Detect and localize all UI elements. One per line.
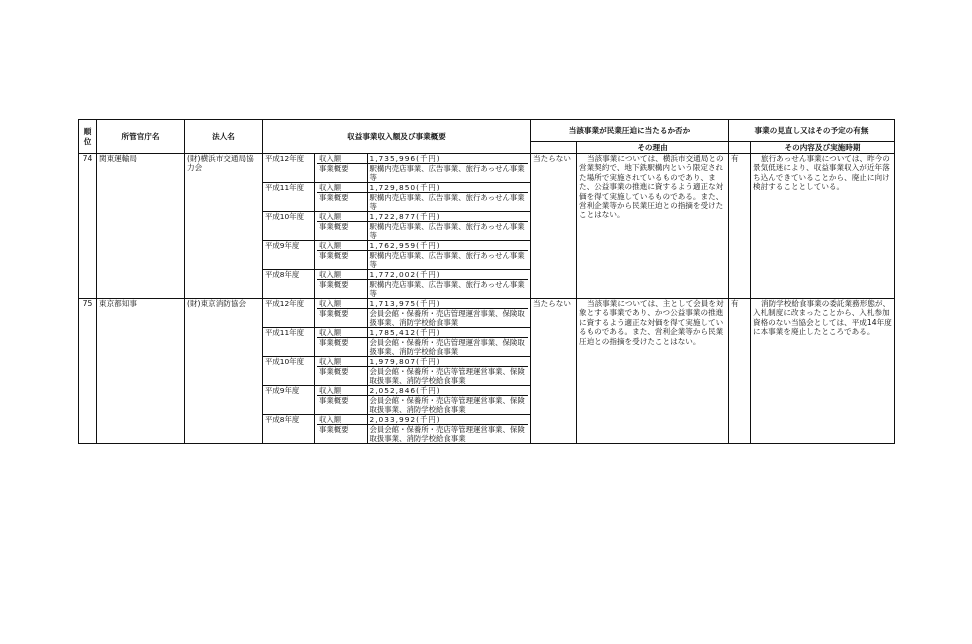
summary-label: 事業概要 (317, 164, 367, 183)
revenue-business-table (78, 119, 895, 444)
header-corporation: 法人名 (185, 120, 263, 154)
reason-cell: 当該事業については、横浜市交通局との営業契約で、地下鉄駅構内という限定された場所で実施されているものであり、また、公益事業の推進に資するよう適正な対価を得て実施しているものである。また、営利企業等から民業圧迫との指摘を受けたことはない。 (577, 154, 729, 299)
summary-value: 会員会館・保養所・売店管理運営事業、保険取扱事業、消防学校給食事業 (367, 309, 528, 328)
income-label: 収入額 (317, 241, 367, 251)
income-value: 1,785,412(千円) (367, 328, 528, 338)
income-label: 収入額 (317, 183, 367, 193)
summary-label: 事業概要 (317, 193, 367, 212)
year-detail (315, 241, 531, 270)
pressure-cell: 当たらない (531, 154, 577, 299)
year-cell: 平成11年度 (263, 328, 315, 357)
summary-label: 事業概要 (317, 338, 367, 357)
header-review-blank (729, 142, 751, 154)
header-private-reason: その理由 (577, 142, 729, 154)
review-cell: 有 (729, 154, 751, 299)
ministry-cell: 東京都知事 (97, 299, 185, 444)
header-private-pressure: 当該事業が民業圧迫に当たるか否か (531, 120, 729, 142)
year-detail (315, 386, 531, 415)
summary-label: 事業概要 (317, 425, 367, 444)
income-value: 1,762,959(千円) (367, 241, 528, 251)
pressure-cell: 当たらない (531, 299, 577, 444)
income-label: 収入額 (317, 299, 367, 309)
summary-value: 会員会館・保養所・売店等管理運営事業、保険取扱事業、消防学校給食事業 (367, 425, 528, 444)
income-label: 収入額 (317, 386, 367, 396)
summary-value: 駅構内売店事業、広告事業、旅行あっせん事業等 (367, 164, 528, 183)
summary-label: 事業概要 (317, 309, 367, 328)
income-label: 収入額 (317, 270, 367, 280)
year-detail (315, 183, 531, 212)
income-value: 2,033,992(千円) (367, 415, 528, 425)
year-cell: 平成12年度 (263, 299, 315, 328)
table-row (79, 154, 895, 183)
table-row (79, 299, 895, 328)
summary-label: 事業概要 (317, 396, 367, 415)
income-label: 収入額 (317, 357, 367, 367)
year-detail (315, 299, 531, 328)
income-value: 1,722,877(千円) (367, 212, 528, 222)
summary-value: 会員会館・保養所・売店管理運営事業、保険取扱事業、消防学校給食事業 (367, 338, 528, 357)
year-detail (315, 154, 531, 183)
rank-cell: 75 (79, 299, 97, 444)
header-rank: 順位 (79, 120, 97, 154)
income-value: 1,729,850(千円) (367, 183, 528, 193)
ministry-cell: 関東運輸局 (97, 154, 185, 299)
year-cell: 平成8年度 (263, 270, 315, 299)
income-label: 収入額 (317, 415, 367, 425)
year-detail (315, 212, 531, 241)
year-cell: 平成9年度 (263, 386, 315, 415)
summary-value: 駅構内売店事業、広告事業、旅行あっせん事業等 (367, 222, 528, 241)
rank-cell: 74 (79, 154, 97, 299)
year-detail (315, 415, 531, 444)
income-label: 収入額 (317, 212, 367, 222)
income-value: 1,979,807(千円) (367, 357, 528, 367)
year-detail (315, 357, 531, 386)
year-detail (315, 270, 531, 299)
summary-value: 会員会館・保養所・売店等管理運営事業、保険取扱事業、消防学校給食事業 (367, 367, 528, 386)
summary-label: 事業概要 (317, 251, 367, 270)
income-value: 1,735,996(千円) (367, 154, 528, 164)
summary-label: 事業概要 (317, 367, 367, 386)
header-ministry: 所管官庁名 (97, 120, 185, 154)
year-cell: 平成8年度 (263, 415, 315, 444)
year-cell: 平成10年度 (263, 357, 315, 386)
year-cell: 平成10年度 (263, 212, 315, 241)
header-review: 事業の見直し又はその予定の有無 (729, 120, 895, 142)
review-detail-cell: 旅行あっせん事業については、昨今の景気低迷により、収益事業収入が近年落ち込んできていることから、廃止に向け検討することとしている。 (751, 154, 895, 299)
header-business: 収益事業収入額及び事業概要 (263, 120, 531, 154)
reason-cell: 当該事業については、主として会員を対象とする事業であり、かつ公益事業の推進に資するよう適正な対価を得て実施しているものである。また、営利企業等から民業圧迫との指摘を受けたことはない。 (577, 299, 729, 444)
income-label: 収入額 (317, 154, 367, 164)
income-label: 収入額 (317, 328, 367, 338)
review-detail-cell: 消防学校給食事業の委託業務形態が、入札制度に改まったことから、入札参加資格のない当協会としては、平成14年度に本事業を廃止したところである。 (751, 299, 895, 444)
summary-value: 駅構内売店事業、広告事業、旅行あっせん事業等 (367, 251, 528, 270)
summary-label: 事業概要 (317, 222, 367, 241)
year-cell: 平成9年度 (263, 241, 315, 270)
income-value: 1,713,975(千円) (367, 299, 528, 309)
summary-value: 会員会館・保養所・売店等管理運営事業、保険取扱事業、消防学校給食事業 (367, 396, 528, 415)
year-cell: 平成11年度 (263, 183, 315, 212)
summary-label: 事業概要 (317, 280, 367, 299)
header-pressure-blank (531, 142, 577, 154)
year-cell: 平成12年度 (263, 154, 315, 183)
income-value: 1,772,002(千円) (367, 270, 528, 280)
summary-value: 駅構内売店事業、広告事業、旅行あっせん事業等 (367, 280, 528, 299)
corporation-cell: (財)横浜市交通局協力会 (185, 154, 263, 299)
summary-value: 駅構内売店事業、広告事業、旅行あっせん事業等 (367, 193, 528, 212)
year-detail (315, 328, 531, 357)
corporation-cell: (財)東京消防協会 (185, 299, 263, 444)
header-review-detail: その内容及び実施時期 (751, 142, 895, 154)
review-cell: 有 (729, 299, 751, 444)
income-value: 2,052,846(千円) (367, 386, 528, 396)
